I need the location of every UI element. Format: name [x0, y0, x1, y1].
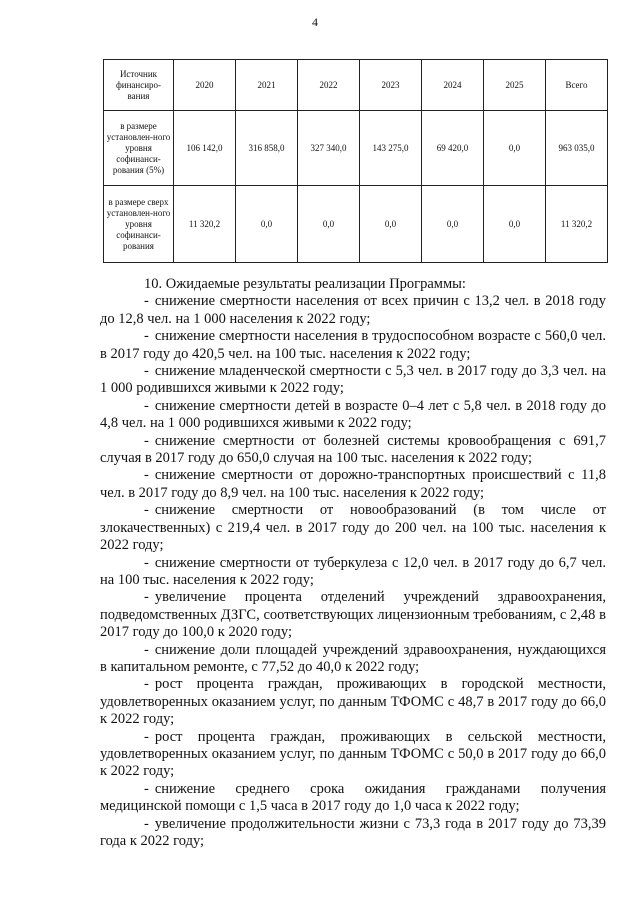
- dash-marker: -: [144, 328, 149, 345]
- dash-marker: -: [144, 641, 149, 658]
- table-cell: 316 858,0: [236, 111, 298, 186]
- list-item-text: снижение смертности от болезней системы кровообращения с 691,7 случая в 2017 году до 650,0 случая на 100 тыс. населения к 2022 году;: [100, 432, 606, 467]
- list-item-text: снижение смертности детей в возрасте 0–4 лет с 5,8 чел. в 2018 году до 4,8 чел. на 1 000 родившихся живыми к 2022 году;: [100, 397, 606, 432]
- table-cell: 0,0: [422, 186, 484, 263]
- table-cell: 0,0: [360, 186, 422, 263]
- list-item: [100, 555, 606, 590]
- row-label-cell: в размере установлен-ного уровня софинанси-рования (5%): [104, 111, 174, 186]
- list-item-text: рост процента граждан, проживающих в городской местности, удовлетворенных оказанием услуг, по данным ТФОМС с 48,7 в 2017 году до 66,0 к 2022 году;: [100, 676, 606, 728]
- list-item-text: снижение младенческой смертности с 5,3 чел. в 2017 году до 3,3 чел. на 1 000 родившихся живыми к 2022 году;: [100, 363, 606, 397]
- list-item-text: снижение среднего срока ожидания гражданами получения медицинской помощи с 1,5 часа в 2017 году до 1,0 часа к 2022 году;: [100, 780, 606, 815]
- list-item-text: снижение смертности от дорожно-транспортных происшествий с 11,8 чел. в 2017 году до 8,9 чел. на 100 тыс. населения к 2022 году;: [100, 467, 606, 501]
- list-item: [100, 729, 606, 781]
- list-item: [100, 363, 606, 398]
- list-item: [100, 781, 606, 816]
- table-header-cell: 2025: [484, 60, 546, 111]
- list-item-text: снижение смертности населения в трудоспособном возрасте с 560,0 чел. в 2017 году до 420,5 чел. на 100 тыс. населения к 2022 году;: [100, 328, 606, 362]
- table-header-cell: 2024: [422, 60, 484, 111]
- table-cell: 0,0: [484, 111, 546, 186]
- table-cell: 11 320,2: [546, 186, 608, 263]
- list-item-text: увеличение процента отделений учреждений здравоохранения, подведомственных ДЗГС, соответствующих лицензионным требованиям, с 2,48 в 2017 году до 100,0 к 2020 году;: [100, 589, 606, 641]
- table-header-cell: 2021: [236, 60, 298, 111]
- list-item: [100, 398, 606, 433]
- list-item: [100, 589, 606, 641]
- results-list: [100, 293, 606, 850]
- list-item: [100, 816, 606, 851]
- list-item: [100, 467, 606, 502]
- list-item: [100, 676, 606, 728]
- table-header-cell: 2020: [174, 60, 236, 111]
- table-cell: 106 142,0: [174, 111, 236, 186]
- table-cell: 327 340,0: [298, 111, 360, 186]
- dash-marker: -: [144, 502, 149, 519]
- dash-marker: -: [144, 589, 149, 606]
- list-item: [100, 293, 606, 328]
- list-item-text: снижение смертности населения от всех причин с 13,2 чел. в 2018 году до 12,8 чел. на 1 000 населения к 2022 году;: [100, 293, 606, 327]
- list-item: [100, 433, 606, 468]
- table-cell: 0,0: [298, 186, 360, 263]
- table-cell: 69 420,0: [422, 111, 484, 186]
- dash-marker: -: [144, 676, 149, 693]
- list-item-text: увеличение продолжительности жизни с 73,3 года в 2017 году до 73,39 года к 2022 году;: [100, 815, 606, 849]
- dash-marker: -: [144, 363, 149, 380]
- table-header-row: [104, 60, 608, 111]
- table-cell: 0,0: [484, 186, 546, 263]
- table-cell: 0,0: [236, 186, 298, 263]
- dash-marker: -: [144, 397, 149, 414]
- table-cell: 11 320,2: [174, 186, 236, 263]
- financing-table: [103, 59, 608, 263]
- expected-results: [100, 276, 606, 850]
- dash-marker: -: [144, 780, 149, 797]
- dash-marker: -: [144, 293, 149, 310]
- list-item-text: снижение доли площадей учреждений здравоохранения, нуждающихся в капитальном ремонте, с 77,52 до 40,0 к 2022 году;: [100, 641, 606, 675]
- list-item-text: рост процента граждан, проживающих в сельской местности, удовлетворенных оказанием услуг, по данным ТФОМС с 50,0 в 2017 году до 66,0 к 2022 году;: [100, 728, 606, 780]
- table-header-cell: 2022: [298, 60, 360, 111]
- dash-marker: -: [144, 728, 149, 745]
- dash-marker: -: [144, 815, 149, 832]
- table-row: [104, 111, 608, 186]
- row-label-cell: в размере сверх установлен-ного уровня софинанси-рования: [104, 186, 174, 263]
- table-header-cell: 2023: [360, 60, 422, 111]
- table-cell: 963 035,0: [546, 111, 608, 186]
- list-item: [100, 642, 606, 677]
- table-header-cell: Всего: [546, 60, 608, 111]
- list-item-text: снижение смертности от новообразований (в том числе от злокачественных) с 219,4 чел. в 2017 году до 200 чел. на 100 тыс. населения к 2022 году;: [100, 502, 606, 554]
- dash-marker: -: [144, 467, 149, 484]
- table-cell: 143 275,0: [360, 111, 422, 186]
- list-item: [100, 328, 606, 363]
- table-header-cell: Источник финансиро-вания: [104, 60, 174, 111]
- list-item: [100, 502, 606, 554]
- list-item-text: снижение смертности от туберкулеза с 12,0 чел. в 2017 году до 6,7 чел. на 100 тыс. населения к 2022 году;: [100, 554, 606, 588]
- dash-marker: -: [144, 554, 149, 571]
- table-row: [104, 186, 608, 263]
- section-title: 10. Ожидаемые результаты реализации Программы:: [144, 276, 466, 292]
- page-number: 4: [312, 15, 318, 29]
- dash-marker: -: [144, 432, 149, 449]
